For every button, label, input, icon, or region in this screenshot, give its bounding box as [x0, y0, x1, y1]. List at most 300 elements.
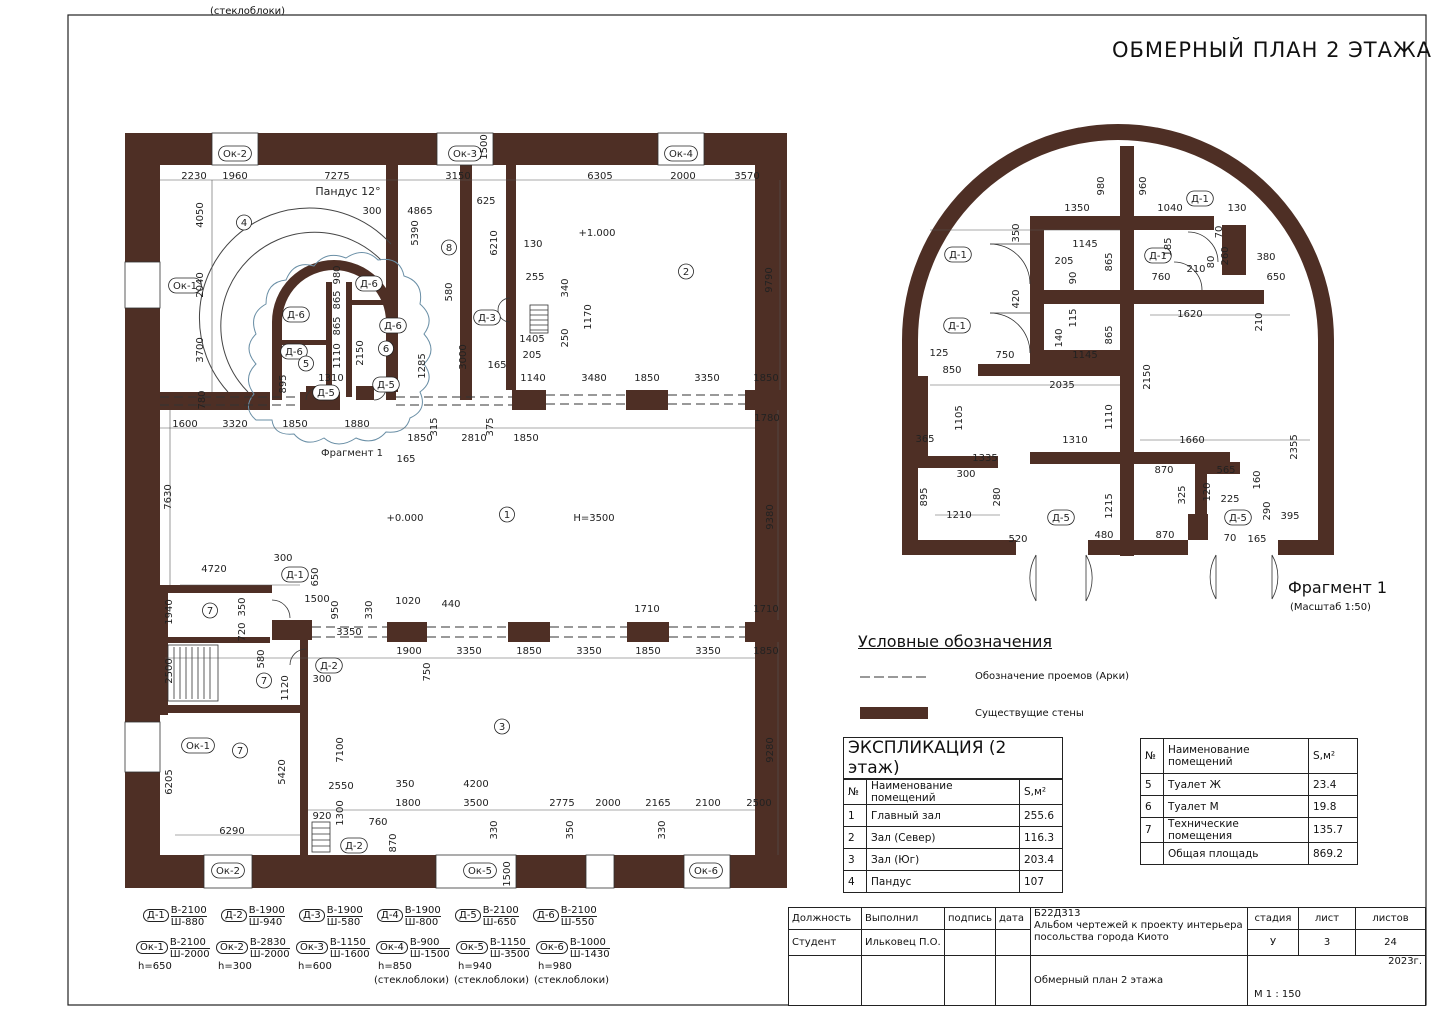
dimension-label: 865	[332, 316, 343, 336]
spec-dims: В-1000 Ш-1430	[569, 937, 610, 960]
dimension-label: 1120	[280, 675, 291, 701]
table-row	[1141, 843, 1358, 865]
room-number: 6	[382, 344, 390, 355]
cell: 116.3	[1020, 827, 1063, 849]
legend-wall-label: Существущие стены	[975, 708, 1084, 719]
table-row	[1141, 796, 1358, 818]
dimension-label: 1850	[635, 646, 661, 657]
dimension-label: 2550	[328, 781, 354, 792]
table-row	[844, 871, 1063, 893]
room-number: 1	[503, 510, 511, 521]
spec-tag: Ок-4	[376, 941, 408, 954]
dimension-label: 2230	[181, 171, 207, 182]
explication-table-2	[1140, 738, 1358, 865]
dimension-label: 625	[476, 196, 496, 207]
cell: Главный зал	[867, 805, 1020, 827]
window-sill-height: h=940	[458, 961, 492, 972]
stamp-code: Б22Д313	[1034, 908, 1081, 919]
spec-dims: В-2100 Ш-880	[170, 905, 207, 928]
window-sill-height: h=980	[538, 961, 572, 972]
top-cut-text: (стеклоблоки)	[210, 6, 286, 17]
level-mark-main: +0.000	[386, 513, 424, 524]
fragment-dimension-label: 865	[1104, 325, 1115, 345]
dimension-label: 1710	[753, 604, 779, 615]
dimension-label: 3350	[456, 646, 482, 657]
room-number: 8	[445, 243, 453, 254]
dimension-label: 1960	[222, 171, 248, 182]
spec-tag: Ок-5	[456, 941, 488, 954]
fragment-dimension-label: 120	[1202, 482, 1213, 502]
dimension-label: 7630	[163, 484, 174, 510]
dimension-label: 2150	[355, 340, 366, 366]
door-tag: Д-3	[478, 313, 496, 324]
fragment-dimension-label: 380	[1256, 252, 1276, 263]
table-row	[1141, 818, 1358, 843]
door-spec	[455, 905, 519, 928]
dimension-label: 1300	[335, 800, 346, 826]
dimension-label: 315	[429, 417, 440, 437]
dimension-label: 1780	[754, 413, 780, 424]
dimension-label: 780	[197, 390, 208, 410]
fragment-dimension-label: 760	[1151, 272, 1171, 283]
fragment-dimension-label: 2355	[1289, 434, 1300, 460]
dimension-label: 760	[368, 817, 388, 828]
door-tag: Д-2	[320, 661, 338, 672]
dimension-label: 3000	[458, 344, 469, 370]
cell: Зал (Юг)	[867, 849, 1020, 871]
dimension-label: 300	[312, 674, 332, 685]
table-row	[844, 827, 1063, 849]
door-tag: Д-1	[286, 570, 304, 581]
window-note: (стеклоблоки)	[534, 975, 610, 986]
dimension-label: 2775	[549, 798, 575, 809]
spec-tag: Ок-6	[536, 941, 568, 954]
dimension-label: 1020	[395, 596, 421, 607]
door-spec	[221, 905, 285, 928]
stamp-date	[996, 930, 1031, 956]
room-number: 2	[682, 267, 690, 278]
dimension-label: 950	[330, 600, 341, 620]
dimension-label: 3320	[222, 419, 248, 430]
dimension-label: 3700	[195, 337, 206, 363]
fragment-dimension-label: 210	[1186, 264, 1206, 275]
dimension-label: 1405	[519, 334, 545, 345]
spec-tag: Д-4	[377, 909, 403, 922]
dimension-label: 9280	[765, 737, 776, 763]
dimension-label: 870	[388, 833, 399, 853]
dimension-label: 1310	[318, 373, 344, 384]
windows	[125, 133, 730, 888]
fragment-dimension-label: 70	[1223, 533, 1237, 544]
dimension-label: 895	[278, 374, 289, 394]
room-number: 7	[206, 606, 214, 617]
dimension-label: 1850	[407, 433, 433, 444]
fragment-dimension-label: 140	[1054, 328, 1065, 348]
dimension-label: 255	[525, 272, 545, 283]
fragment-dimension-label: 2035	[1049, 380, 1075, 391]
dimension-label: 6290	[219, 826, 245, 837]
fragment-dimension-label: 1145	[1072, 239, 1098, 250]
window-tag: Ок-2	[216, 866, 240, 877]
fragment-scale: (Масштаб 1:50)	[1290, 602, 1371, 613]
spec-dims: В-2100 Ш-650	[482, 905, 519, 928]
window-note: (стеклоблоки)	[374, 975, 450, 986]
fragment-dimension-label: 1335	[972, 453, 998, 464]
fragment-dimension-label: 1620	[1177, 309, 1203, 320]
cell: 255.6	[1020, 805, 1063, 827]
dimension-label: 165	[396, 454, 416, 465]
stamp-album: Альбом чертежей к проекту интерьера посольства города Киото	[1034, 920, 1243, 943]
fragment-dimension-label: 325	[1177, 485, 1188, 505]
dimension-label: 3500	[463, 798, 489, 809]
cell: Зал (Север)	[867, 827, 1020, 849]
dimension-label: 720	[237, 622, 248, 642]
dimension-label: 980	[332, 265, 343, 285]
window-tag: Ок-4	[669, 149, 693, 160]
stamp-sign-header: подпись	[945, 908, 996, 930]
dimension-label: 350	[395, 779, 415, 790]
stamp-done-header: Выполнил	[862, 908, 945, 930]
window-tag: Ок-5	[468, 866, 492, 877]
cell: 5	[1141, 774, 1164, 796]
spec-tag: Д-1	[143, 909, 169, 922]
cell: 2	[844, 827, 867, 849]
spec-tag: Д-5	[455, 909, 481, 922]
dimension-label: 1710	[634, 604, 660, 615]
fragment-dimension-label: 1310	[1062, 435, 1088, 446]
cell: Туалет Ж	[1164, 774, 1309, 796]
door-spec	[143, 905, 207, 928]
cell: 135.7	[1309, 818, 1358, 843]
door-tag: Д-6	[285, 347, 303, 358]
dimension-label: 580	[444, 282, 455, 302]
table-row	[844, 849, 1063, 871]
window-spec	[296, 937, 370, 960]
spec-tag: Д-6	[533, 909, 559, 922]
fragment-title: Фрагмент 1	[1288, 578, 1388, 597]
dimension-label: 1500	[304, 594, 330, 605]
table-row	[1141, 774, 1358, 796]
dimension-label: 340	[560, 278, 571, 298]
window-tag: Ок-2	[223, 149, 247, 160]
dimension-label: 1600	[172, 419, 198, 430]
dimension-label: 205	[522, 350, 542, 361]
dimension-label: 2000	[595, 798, 621, 809]
dimension-label: 920	[312, 811, 332, 822]
cell: 6	[1141, 796, 1164, 818]
dimension-label: 350	[565, 820, 576, 840]
dimension-label: 6305	[587, 171, 613, 182]
col-header: №	[844, 779, 867, 805]
fragment-dimension-label: 870	[1155, 530, 1175, 541]
dimension-label: 6205	[164, 769, 175, 795]
dimension-label: 250	[560, 328, 571, 348]
fragment-door-tag: Д-1	[1191, 194, 1209, 205]
fragment-dimension-label: 70	[1214, 225, 1225, 239]
window-spec	[136, 937, 210, 960]
fragment-door-tag: Д-5	[1052, 513, 1070, 524]
fragment-dimension-label: 165	[1247, 534, 1267, 545]
room-number: 3	[498, 722, 506, 733]
door-tag: Д-2	[345, 841, 363, 852]
dimension-label: 1850	[282, 419, 308, 430]
table-row	[844, 805, 1063, 827]
legend-wall-symbol	[860, 707, 928, 719]
stamp-position-header: Должность	[789, 908, 862, 930]
stamp-empty	[996, 956, 1031, 1006]
fragment-dimension-label: 850	[942, 365, 962, 376]
dimension-label: 1900	[396, 646, 422, 657]
room-number: 5	[302, 359, 310, 370]
dimension-label: 1500	[479, 134, 490, 160]
dimension-label: 7275	[324, 171, 350, 182]
fragment-door-tag: Д-1	[949, 250, 967, 261]
dimension-label: 580	[256, 649, 267, 669]
stamp-album-cell	[1031, 908, 1248, 956]
dimension-label: 1850	[516, 646, 542, 657]
stamp-stage: У	[1248, 930, 1299, 956]
fragment-dimension-label: 1145	[1072, 350, 1098, 361]
dimension-label: 2040	[195, 272, 206, 298]
window-note: (стеклоблоки)	[454, 975, 530, 986]
ramp-label: Пандус 12°	[315, 185, 381, 198]
stamp-empty	[862, 956, 945, 1006]
dimension-label: 750	[422, 662, 433, 682]
spec-dims: В-2830 Ш-2000	[249, 937, 290, 960]
fragment-dimension-label: 2150	[1142, 364, 1153, 390]
window-tag: Ок-3	[453, 149, 477, 160]
fragment-dimension-label: 300	[956, 469, 976, 480]
door-tag: Д-6	[287, 310, 305, 321]
dimension-label: 350	[237, 597, 248, 617]
legend-title: Условные обозначения	[858, 632, 1053, 651]
sheet-title: ОБМЕРНЫЙ ПЛАН 2 ЭТАЖА	[1112, 38, 1432, 62]
dimension-label: 3570	[734, 171, 760, 182]
room-number: 4	[240, 218, 248, 229]
fragment-dimension-label: 565	[1216, 465, 1236, 476]
dimension-label: 1880	[344, 419, 370, 430]
dimension-label: 2500	[164, 658, 175, 684]
door-spec	[299, 905, 363, 928]
fragment-walls	[902, 124, 1334, 556]
fragment-dimension-label: 210	[1254, 312, 1265, 332]
window-tag: Ок-1	[173, 281, 197, 292]
window-tag: Ок-1	[186, 741, 210, 752]
dimension-label: 1140	[520, 373, 546, 384]
window-spec	[376, 937, 450, 960]
stamp-empty	[945, 956, 996, 1006]
cell: 4	[844, 871, 867, 893]
door-tag: Д-5	[377, 380, 395, 391]
level-mark-top: +1.000	[578, 228, 616, 239]
spec-dims: В-900 Ш-1500	[409, 937, 450, 960]
fragment-door-tag: Д-5	[1229, 513, 1247, 524]
dimension-label: 1850	[753, 646, 779, 657]
dimension-label: 865	[332, 290, 343, 310]
fragment-dimension-label: 1660	[1179, 435, 1205, 446]
dimension-label: 2165	[645, 798, 671, 809]
dimension-label: 3350	[695, 646, 721, 657]
fragment-dimension-label: 650	[1266, 272, 1286, 283]
col-header: S,м²	[1309, 739, 1358, 774]
cell: Общая площадь	[1164, 843, 1309, 865]
fragment-dimension-label: 260	[1220, 246, 1231, 266]
cell: Технические помещения	[1164, 818, 1309, 843]
col-header: №	[1141, 739, 1164, 774]
cell: 3	[844, 849, 867, 871]
window-sill-height: h=650	[138, 961, 172, 972]
fragment-dimension-label: 870	[1154, 465, 1174, 476]
dimension-label: 5420	[277, 759, 288, 785]
spec-dims: В-1150 Ш-1600	[329, 937, 370, 960]
fragment-dimension-label: 480	[1094, 530, 1114, 541]
window-tag: Ок-6	[694, 866, 718, 877]
fragment-dimension-label: 365	[915, 434, 935, 445]
dimension-label: 3480	[581, 373, 607, 384]
spec-dims: В-1900 Ш-800	[404, 905, 441, 928]
fragment-dimension-label: 130	[1227, 203, 1247, 214]
dimension-label: 9790	[764, 267, 775, 293]
door-tag: Д-6	[360, 279, 378, 290]
ceiling-height: Н=3500	[573, 513, 615, 524]
dimension-label: 300	[362, 206, 382, 217]
fragment-dimension-label: 750	[995, 350, 1015, 361]
dimension-label: 375	[485, 417, 496, 437]
dimension-label: 7100	[335, 737, 346, 763]
dimension-label: 3150	[445, 171, 471, 182]
window-spec	[536, 937, 610, 960]
fragment-door-tag: Д-1	[948, 321, 966, 332]
spec-tag: Д-2	[221, 909, 247, 922]
fragment-dimension-label: 980	[1096, 176, 1107, 196]
cell: Туалет М	[1164, 796, 1309, 818]
stamp-year: 2023г.	[1388, 956, 1422, 967]
dimension-label: 3350	[694, 373, 720, 384]
window-sill-height: h=850	[378, 961, 412, 972]
fragment-dimension-label: 895	[919, 487, 930, 507]
fragment-dimension-label: 125	[929, 348, 949, 359]
spec-dims: В-2100 Ш-2000	[169, 937, 210, 960]
fragment-dimension-label: 1040	[1157, 203, 1183, 214]
dimension-label: 4200	[463, 779, 489, 790]
dimension-label: 1850	[513, 433, 539, 444]
fragment-dimension-label: 160	[1252, 470, 1263, 490]
stamp-sheet: 3	[1299, 930, 1356, 956]
fragment-dimension-label: 1105	[954, 405, 965, 431]
fragment-dimension-label: 225	[1220, 494, 1240, 505]
spec-dims: В-2100 Ш-550	[560, 905, 597, 928]
cell: 7	[1141, 818, 1164, 843]
explication-table	[843, 737, 1063, 893]
fragment-dimension-label: 115	[1068, 308, 1079, 328]
legend-arch-label: Обозначение проемов (Арки)	[975, 671, 1129, 682]
dimension-label: 300	[273, 553, 293, 564]
fragment-dimension-label: 865	[1104, 252, 1115, 272]
dimension-label: 650	[310, 567, 321, 587]
dimension-label: 2500	[746, 798, 772, 809]
cell: 203.4	[1020, 849, 1063, 871]
dimension-label: 1850	[634, 373, 660, 384]
fragment-dimension-label: 80	[1206, 255, 1217, 269]
dimension-label: 165	[487, 360, 507, 371]
dimension-label: 440	[441, 599, 461, 610]
stamp-stage-header: стадия	[1248, 908, 1299, 930]
spec-tag: Ок-1	[136, 941, 168, 954]
spec-tag: Ок-2	[216, 941, 248, 954]
fragment-callout: Фрагмент 1	[321, 448, 383, 459]
stamp-author: Ильковец П.О.	[862, 930, 945, 956]
cell: 19.8	[1309, 796, 1358, 818]
fragment-dimension-label: 90	[1068, 271, 1079, 285]
cell	[1141, 843, 1164, 865]
door-spec	[377, 905, 441, 928]
cell: 107	[1020, 871, 1063, 893]
dimension-label: 4720	[201, 564, 227, 575]
cell: Пандус	[867, 871, 1020, 893]
dimension-label: 5390	[410, 220, 421, 246]
fragment-dimension-label: 185	[1163, 237, 1174, 257]
dimension-label: 1850	[753, 373, 779, 384]
window-sill-height: h=300	[218, 961, 252, 972]
dimension-label: 130	[523, 239, 543, 250]
dimension-label: 3350	[336, 627, 362, 638]
dimension-label: 4865	[407, 206, 433, 217]
stamp-sheets: 24	[1356, 930, 1426, 956]
spec-tag: Д-3	[299, 909, 325, 922]
fragment-dimension-label: 1210	[946, 510, 972, 521]
col-header: Наименование помещений	[867, 779, 1020, 805]
fragment-dimension-label: 1350	[1064, 203, 1090, 214]
dimension-label: 330	[364, 600, 375, 620]
dimension-label: 330	[657, 820, 668, 840]
fragment-dimension-label: 395	[1280, 511, 1300, 522]
stamp-date-header: дата	[996, 908, 1031, 930]
dimension-label: 1285	[417, 353, 428, 379]
fragment-dimension-label: 420	[1011, 289, 1022, 309]
spec-dims: В-1150 Ш-3500	[489, 937, 530, 960]
window-sill-height: h=600	[298, 961, 332, 972]
dimension-label: 9380	[765, 504, 776, 530]
dimension-label: 1500	[502, 861, 513, 887]
door-tag: Д-6	[384, 321, 402, 332]
stamp-position: Студент	[789, 930, 862, 956]
fragment-dimension-label: 1215	[1104, 493, 1115, 519]
spec-dims: В-1900 Ш-940	[248, 905, 285, 928]
fragment-dimension-label: 205	[1054, 256, 1074, 267]
spec-dims: В-1900 Ш-580	[326, 905, 363, 928]
dimension-label: 330	[489, 820, 500, 840]
dimension-label: 2810	[461, 433, 487, 444]
fragment-dimension-label: 1110	[1104, 404, 1115, 430]
stamp-drawing: Обмерный план 2 этажа	[1031, 956, 1248, 1006]
spec-tag: Ок-3	[296, 941, 328, 954]
col-header: S,м²	[1020, 779, 1063, 805]
fragment-dimension-label: 520	[1008, 534, 1028, 545]
dimension-label: 1940	[164, 599, 175, 625]
fragment-dimension-label: 290	[1262, 501, 1273, 521]
stamp-sheet-header: лист	[1299, 908, 1356, 930]
dimension-label: 1800	[395, 798, 421, 809]
explication-title: ЭКСПЛИКАЦИЯ (2 этаж)	[844, 738, 1063, 780]
stamp-scale: М 1 : 150	[1254, 989, 1301, 1000]
dimension-label: 4050	[195, 202, 206, 228]
dimension-label: 6210	[489, 230, 500, 256]
door-spec	[533, 905, 597, 928]
dimension-label: 3350	[576, 646, 602, 657]
door-tag: Д-5	[317, 388, 335, 399]
stamp-sign	[945, 930, 996, 956]
fragment-dimension-label: 280	[992, 487, 1003, 507]
